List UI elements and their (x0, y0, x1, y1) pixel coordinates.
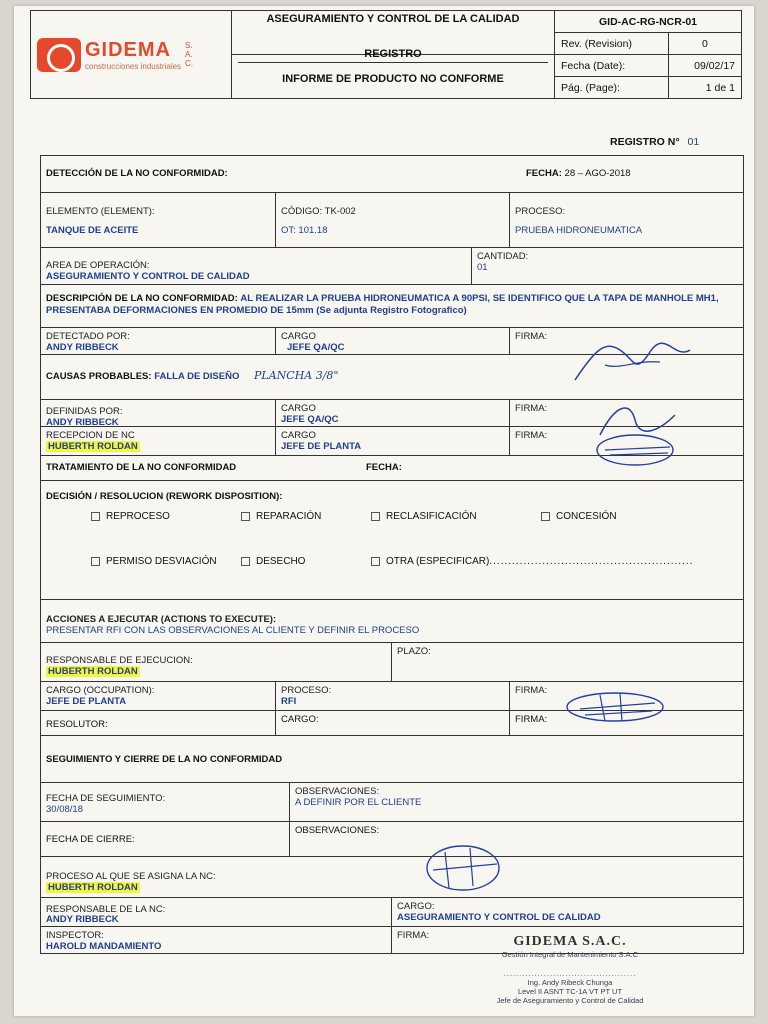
proceso-nc-value: HUBERTH ROLDAN (48, 882, 138, 893)
area-row (41, 247, 743, 284)
descripcion-row (41, 284, 743, 327)
descripcion-value: AL REALIZAR LA PRUEBA HIDRONEUMATICA A 90PSI, SE IDENTIFICO QUE LA TAPA DE MANHOLE MH1, PRESENTABA DEFORMACIONES EN PROMEDIO DE 15mm (Se adjunta Registro Fotografico) (46, 293, 719, 316)
resolutor-cargo-label: CARGO: (275, 711, 509, 735)
responsable-nc-row (41, 897, 743, 926)
signature-proceso-nc (415, 838, 515, 898)
decision-options (41, 505, 743, 567)
signature-cargo (560, 685, 670, 735)
option-reparacion[interactable]: REPARACIÓN (241, 511, 371, 522)
deteccion-label: DETECCIÓN DE LA NO CONFORMIDAD: (46, 168, 228, 179)
responsable-nc-cell: RESPONSABLE DE LA NC: ANDY RIBBECK (41, 898, 391, 926)
option-otra[interactable]: OTRA (ESPECIFICAR)...................................................... (371, 556, 721, 567)
inspector-firma-cell: FIRMA: (391, 927, 743, 953)
stamp-line2: Ing. Andy Ribeck Chunga (527, 978, 613, 987)
header-title: ASEGURAMIENTO Y CONTROL DE LA CALIDAD (232, 11, 555, 55)
option-desecho[interactable]: DESECHO (241, 556, 371, 567)
fecha-seguimiento-cell: FECHA DE SEGUIMIENTO: 30/08/18 (41, 783, 289, 821)
responsable-nc-cargo-cell: CARGO: ASEGURAMIENTO Y CONTROL DE CALIDAD (391, 898, 743, 926)
plazo-cell: PLAZO: (391, 643, 743, 681)
checkbox-icon (541, 512, 550, 521)
detectado-cell: DETECTADO POR: ANDY RIBBECK (41, 328, 275, 354)
proceso-value: PRUEBA HIDRONEUMATICA (515, 225, 643, 236)
signature-detectado (565, 330, 705, 390)
definidas-cargo-value: JEFE QA/QC (281, 414, 339, 425)
option-concesion[interactable]: CONCESIÓN (541, 511, 721, 522)
cargo-ocupacion-cell: CARGO (OCCUPATION): JEFE DE PLANTA (41, 682, 275, 710)
checkbox-icon (91, 512, 100, 521)
elemento-value: TANQUE DE ACEITE (46, 225, 139, 236)
responsable-nc-value: ANDY RIBBECK (46, 914, 119, 925)
acciones-value: PRESENTAR RFI CON LAS OBSERVACIONES AL CLIENTE Y DEFINIR EL PROCESO (46, 625, 420, 636)
recepcion-value: HUBERTH ROLDAN (48, 441, 138, 452)
fecha-seguimiento-value: 30/08/18 (46, 804, 83, 815)
checkbox-icon (241, 557, 250, 566)
rev-label: Rev. (Revision) (555, 33, 669, 55)
responsable-cell: RESPONSABLE DE EJECUCION: HUBERTH ROLDAN (46, 655, 193, 677)
page-label: Pág. (Page): (555, 77, 669, 99)
checkbox-icon (371, 512, 380, 521)
inspector-cell: INSPECTOR: HAROLD MANDAMIENTO (41, 927, 391, 953)
area-value: ASEGURAMIENTO Y CONTROL DE CALIDAD (46, 271, 250, 282)
observaciones-cell: OBSERVACIONES: A DEFINIR POR EL CLIENTE (289, 783, 743, 821)
cantidad-cell: CANTIDAD: 01 (471, 248, 743, 284)
responsable-value: HUBERTH ROLDAN (48, 666, 138, 677)
tratamiento-fecha-label: FECHA: (366, 462, 402, 473)
stamp-line4: Jefe de Aseguramiento y Control de Calidad (496, 996, 644, 1005)
acciones-row (41, 599, 743, 642)
fecha-seguimiento-row (41, 782, 743, 821)
acciones-cell: ACCIONES A EJECUTAR (ACTIONS TO EXECUTE): PRESENTAR RFI CON LAS OBSERVACIONES AL CLIENTE Y DEFINIR EL PROCESO (41, 600, 743, 642)
detectado-value: ANDY RIBBECK (46, 342, 119, 353)
date-label: Fecha (Date): (555, 55, 669, 77)
definidas-value: ANDY RIBBECK (46, 417, 119, 428)
cantidad-value: 01 (477, 262, 488, 273)
seguimiento-label: SEGUIMIENTO Y CIERRE DE LA NO CONFORMIDAD (46, 754, 283, 765)
causas-handwritten: PLANCHA 3/8" (254, 369, 339, 382)
cargo-ocupacion-value: JEFE DE PLANTA (46, 696, 127, 707)
detectado-firma-cell: FIRMA: (509, 328, 743, 354)
doc-name (232, 48, 555, 99)
definidas-cargo-cell: CARGO JEFE QA/QC (275, 400, 509, 426)
seguimiento-row (41, 735, 743, 782)
cargo-firma-cell: FIRMA: (509, 682, 743, 710)
ncr-form (40, 155, 744, 954)
recepcion-cargo-cell: CARGO JEFE DE PLANTA (275, 427, 509, 455)
resolutor-firma-label: FIRMA: (509, 711, 743, 735)
descripcion-label: DESCRIPCIÓN DE LA NO CONFORMIDAD: (46, 293, 238, 304)
detectado-cargo-value: JEFE QA/QC (287, 342, 345, 353)
tratamiento-label: TRATAMIENTO DE LA NO CONFORMIDAD (46, 462, 237, 473)
definidas-firma-cell: FIRMA: (509, 400, 743, 426)
resolutor-label: RESOLUTOR: (46, 719, 108, 730)
signature-definidas (580, 395, 690, 475)
document-header (30, 10, 742, 99)
inspector-value: HAROLD MANDAMIENTO (46, 941, 162, 952)
causas-value: FALLA DE DISEÑO (154, 371, 240, 382)
elemento-cell: ELEMENTO (ELEMENT): TANQUE DE ACEITE (41, 193, 275, 247)
recepcion-cell: RECEPCION DE NC HUBERTH ROLDAN (46, 430, 138, 452)
area-cell: AREA DE OPERACIÓN: ASEGURAMIENTO Y CONTROL DE CALIDAD (41, 248, 471, 284)
deteccion-row (41, 156, 743, 192)
codigo-cell (275, 193, 509, 247)
company-sac: S. A. C. (185, 41, 194, 68)
company-logo (31, 11, 232, 99)
checkbox-icon (371, 557, 380, 566)
option-reclasificacion[interactable]: RECLASIFICACIÓN (371, 511, 541, 522)
doc-code: GID-AC-RG-NCR-01 (555, 11, 742, 33)
observaciones-value: A DEFINIR POR EL CLIENTE (295, 797, 422, 808)
decision-label: DECISIÓN / RESOLUCION (REWORK DISPOSITION): (46, 491, 283, 502)
option-permiso-desviacion[interactable]: PERMISO DESVIACIÓN (91, 556, 241, 567)
proceso-nc-cell: PROCESO AL QUE SE ASIGNA LA NC: HUBERTH ROLDAN (46, 871, 216, 893)
stamp-company: GIDEMA S.A.C. (513, 934, 627, 949)
responsable-nc-cargo-value: ASEGURAMIENTO Y CONTROL DE CALIDAD (397, 912, 601, 923)
stamp-line3: Level II ASNT TC-1A VT PT UT (517, 987, 623, 996)
deteccion-fecha-value: 28 – AGO-2018 (564, 168, 631, 179)
deteccion-fecha: FECHA: 28 – AGO-2018 (526, 168, 631, 179)
proceso-nc-row (41, 856, 743, 897)
gear-logo-icon (37, 38, 81, 72)
cargo-proceso-cell: PROCESO: RFI (275, 682, 509, 710)
cargo-proceso-value: RFI (281, 696, 297, 707)
definidas-cell: DEFINIDAS POR: ANDY RIBBECK (41, 400, 275, 426)
elemento-row (41, 192, 743, 247)
company-subtitle: construcciones industriales (85, 61, 182, 71)
registro-number: REGISTRO N° 01 (610, 136, 700, 148)
stamp-line1: Gestión Integral de Mantenimiento S.A.C (501, 950, 639, 959)
causas-cell: CAUSAS PROBABLES: FALLA DE DISEÑO PLANCHA 3/8" (46, 369, 339, 382)
option-reproceso[interactable]: REPROCESO (91, 511, 241, 522)
recepcion-firma-cell: FIRMA: (509, 427, 743, 455)
company-stamp: GIDEMA S.A.C. Gestión Integral de Mantenimiento S.A.C ........................................... Ing. Andy Ribeck Chunga Level II ASNT TC-1A VT PT UT Jefe de Aseguramiento y Control de Calidad (480, 934, 660, 1005)
detectado-cargo-cell: CARGO JEFE QA/QC (275, 328, 509, 354)
codigo-label: CÓDIGO: TK-002 (281, 206, 356, 217)
doc-name-text: INFORME DE PRODUCTO NO CONFORME (282, 73, 504, 85)
checkbox-icon (91, 557, 100, 566)
fecha-cierre-row (41, 821, 743, 856)
date-value: 09/02/17 (668, 55, 741, 77)
observaciones-cierre-label: OBSERVACIONES: (289, 822, 743, 856)
fecha-cierre-label: FECHA DE CIERRE: (46, 834, 135, 845)
rev-value: 0 (668, 33, 741, 55)
ot-value: OT: 101.18 (281, 225, 328, 236)
decision-row (41, 480, 743, 599)
responsable-row (41, 642, 743, 681)
recepcion-cargo-value: JEFE DE PLANTA (281, 441, 362, 452)
header-subtitle: REGISTRO (238, 48, 548, 63)
company-name: GIDEMA (85, 38, 171, 61)
descripcion-cell (41, 285, 743, 327)
proceso-cell: PROCESO: PRUEBA HIDRONEUMATICA (509, 193, 743, 247)
checkbox-icon (241, 512, 250, 521)
page-value: 1 de 1 (668, 77, 741, 99)
